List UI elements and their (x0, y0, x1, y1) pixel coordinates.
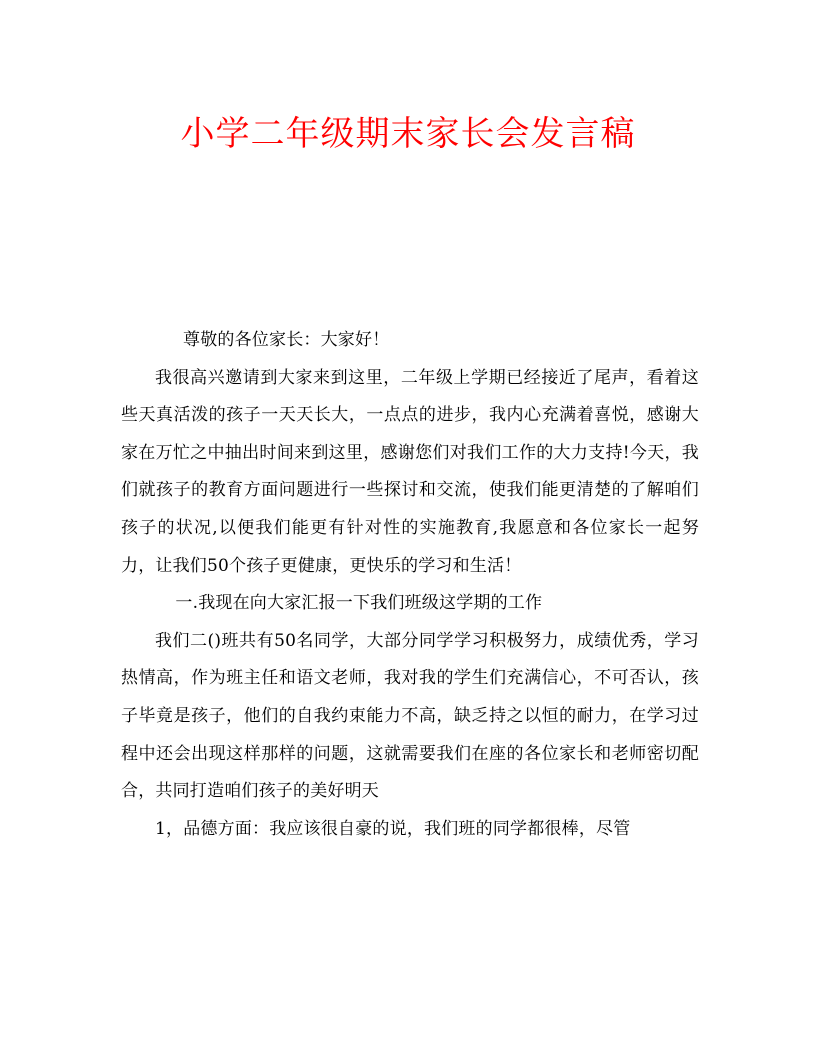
section-heading: 一.我现在向大家汇报一下我们班级这学期的工作 (175, 593, 543, 614)
document-title: 小学二年级期末家长会发言稿 (180, 114, 636, 154)
intro-paragraph: 我很高兴邀请到大家来到这里，二年级上学期已经接近了尾声，看着这些天真活泼的孩子一天天长大，一点点的进步，我内心充满着喜悦，感谢大家在万忙之中抽出时间来到这里，感谢您们对我们工作的大力支持!今天，我们就孩子的教育方面问题进行一些探讨和交流，使我们能更清楚的了解咱们孩子的状况,以便我们能更有针对性的实施教育,我愿意和各位家长一起努力，让我们50个孩子更健康，更快乐的学习和生活！ (121, 367, 699, 576)
greeting-paragraph: 尊敬的各位家长：大家好！ (183, 330, 390, 350)
document-body (121, 322, 699, 848)
moral-paragraph: 1，品德方面：我应该很自豪的说，我们班的同学都很棒，尽管 (155, 818, 631, 839)
class-overview-paragraph: 我们二()班共有50名同学，大部分同学学习积极努力，成绩优秀，学习热情高，作为班主任和语文老师，我对我的学生们充满信心，不可否认，孩子毕竟是孩子，他们的自我约束能力不高，缺乏持之以恒的耐力，在学习过程中还会出现这样那样的问题，这就需要我们在座的各位家长和老师密切配合，共同打造咱们孩子的美好明天 (121, 630, 699, 802)
